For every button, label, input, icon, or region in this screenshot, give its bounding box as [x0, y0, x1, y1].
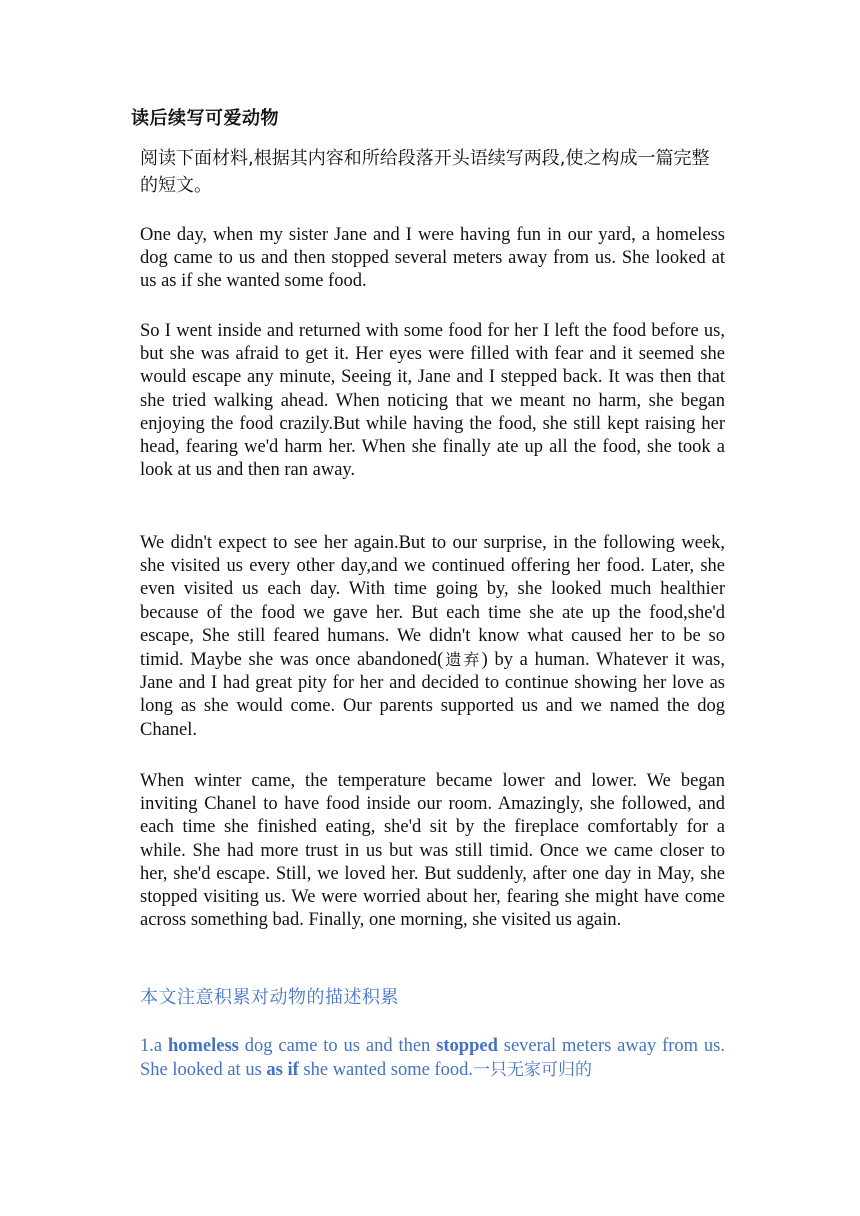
paragraph-3-text-b: ) by a human. Whatever it was, Jane and I had great pity for her and decided to continue showing her love as long as she would come. Our parents supported us and we named the dog Chanel.	[140, 650, 725, 740]
paragraph-3-chinese-gloss: 遗弃	[443, 650, 482, 670]
example-text-1: 1.a	[140, 1036, 168, 1056]
keyword-homeless: homeless	[167, 1036, 239, 1056]
instruction-text: 阅读下面材料,根据其内容和所给段落开头语续写两段,使之构成一篇完整的短文。	[140, 148, 710, 196]
story-paragraph-1: One day, when my sister Jane and I were having fun in our yard, a homeless dog came to us and then stopped several meters away from us. She looked at us as if she wanted some food.	[140, 225, 725, 292]
story-paragraph-4: When winter came, the temperature became lower and lower. We began inviting Chanel to have food inside our room. Amazingly, she followed, and each time she finished eating, she'd sit by the fireplace comfortably for a while. She had more trust in us but was still timid. Once we came closer to her, she'd escape. Still, we loved her. But suddenly, after one day in May, she stopped visiting us. We were worried about her, fearing she might have come across something bad. Finally, one morning, she visited us again.	[140, 771, 725, 931]
example-chinese-translation: 一只无家可归的	[472, 1060, 592, 1080]
example-text-4: she wanted some food.	[298, 1060, 473, 1080]
notes-heading: 本文注意积累对动物的描述积累	[140, 987, 399, 1008]
keyword-stopped: stopped	[436, 1036, 498, 1056]
example-text-2: dog came to us and then	[238, 1036, 437, 1056]
document-title: 读后续写可爱动物	[131, 108, 279, 129]
story-paragraph-3	[140, 532, 725, 742]
keyword-as-if: as if	[266, 1060, 299, 1080]
story-paragraph-2: So I went inside and returned with some food for her I left the food before us, but she was afraid to get it. Her eyes were filled with fear and it seemed she would escape any minute, Seeing it, Jane and I stepped back. It was then that she tried walking ahead. When noticing that we meant no harm, she began enjoying the food crazily.But while having the food, she still kept raising her head, fearing we'd harm her. When she finally ate up all the food, she took a look at us and then ran away.	[140, 321, 725, 481]
example-sentence-1	[140, 1034, 725, 1082]
paragraph-3-text-a: We didn't expect to see her again.But to our surprise, in the following week, she visited us every other day,and we continued offering her food. Later, she even visited us each day. With time going by, she looked much healthier because of the food we gave her. But each time she ate up the food,she'd escape, She still feared humans. We didn't know what caused her to be so timid. Maybe she was once abandoned(	[140, 533, 725, 671]
example-text-3: several meters away from us. She looked at us	[140, 1036, 725, 1080]
